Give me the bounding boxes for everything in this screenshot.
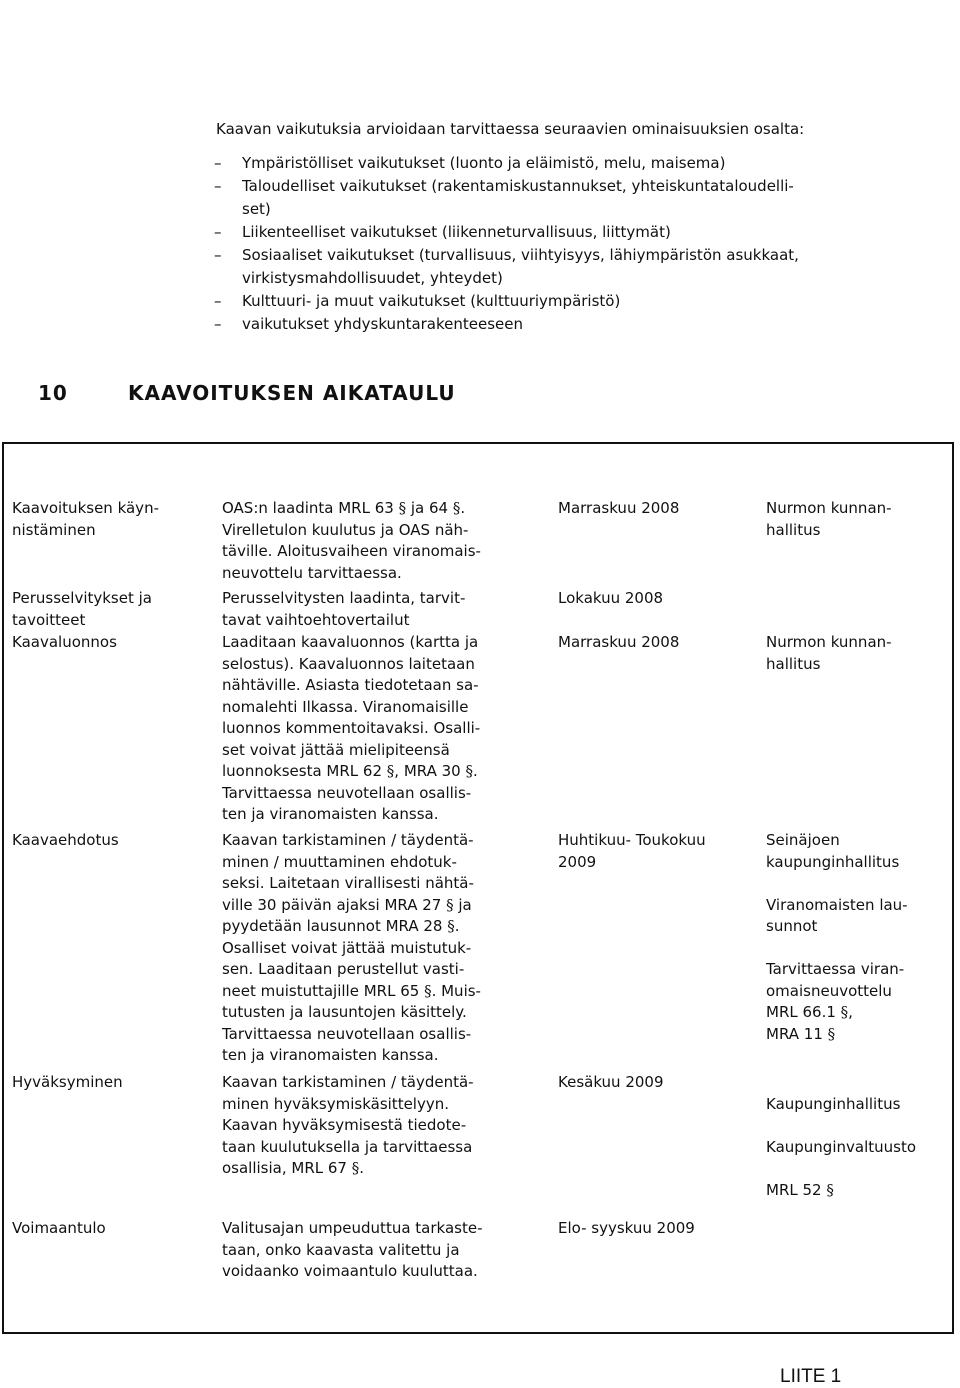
impact-list-line: vaikutukset yhdyskuntarakenteeseen bbox=[242, 315, 524, 333]
table-cell-line: Huhtikuu- Toukokuu bbox=[558, 831, 706, 849]
table-cell-action bbox=[222, 588, 540, 631]
header-timing: Ajankohta bbox=[558, 454, 636, 472]
table-cell-line bbox=[766, 1072, 946, 1094]
table-cell-line: Kaavoituksen käyn- bbox=[12, 499, 159, 517]
table-cell-timing bbox=[558, 632, 758, 654]
section-number: 10 bbox=[38, 381, 68, 405]
table-cell-line: sunnot bbox=[766, 917, 818, 935]
table-cell-phase bbox=[12, 830, 208, 852]
table-cell-line: tutusten ja lausuntojen käsittely. bbox=[222, 1003, 467, 1021]
page-header bbox=[0, 0, 960, 78]
table-cell-line: ville 30 päivän ajaksi MRA 27 § ja bbox=[222, 895, 472, 914]
table-cell-line: OAS:n laadinta MRL 63 § ja 64 §. bbox=[222, 499, 466, 517]
table-cell-action bbox=[222, 498, 540, 584]
header-authority-line: päätös bbox=[766, 476, 819, 494]
table-cell-action bbox=[222, 1218, 540, 1283]
impact-list-line: Taloudelliset vaikutukset (rakentamiskustannukset, yhteiskuntataloudelli- bbox=[242, 177, 794, 195]
table-cell-line: Kaavaluonnos bbox=[12, 633, 117, 651]
table-cell-line: set voivat jättää mielipiteensä bbox=[222, 740, 450, 759]
table-cell-line: minen hyväksymiskäsittelyyn. bbox=[222, 1094, 449, 1113]
header-action-line: listuminen bbox=[222, 476, 304, 494]
table-cell-line: selostus). Kaavaluonnos laitetaan bbox=[222, 654, 475, 673]
header-action-line: Suoritus, tiedottaminen, osal- bbox=[222, 454, 452, 472]
table-cell-line: MRA 11 § bbox=[766, 1024, 836, 1043]
table-cell-phase bbox=[12, 1072, 208, 1094]
table-cell-line: 2009 bbox=[558, 852, 597, 871]
table-cell-authority bbox=[766, 830, 946, 1045]
header-phase: Työvaihe bbox=[62, 454, 131, 472]
header-authority-line: Viranomaisen bbox=[766, 454, 873, 472]
table-cell-line: Viranomaisten lau- bbox=[766, 895, 908, 914]
impact-list-line: Liikenteelliset vaikutukset (liikenneturvallisuus, liittymät) bbox=[242, 223, 671, 241]
table-cell-line: nomalehti Ilkassa. Viranomaisille bbox=[222, 697, 469, 716]
table-cell-line: Marraskuu 2008 bbox=[558, 499, 680, 517]
impact-list-line: set) bbox=[242, 200, 271, 218]
attachment-label: LIITE 1 bbox=[780, 1366, 842, 1387]
table-cell-timing bbox=[558, 588, 758, 610]
dash-bullet-icon: – bbox=[214, 154, 222, 172]
table-cell-line bbox=[766, 1115, 946, 1137]
table-cell-line: seksi. Laitetaan virallisesti nähtä- bbox=[222, 874, 474, 892]
table-cell-line: nähtäville. Asiasta tiedotetaan sa- bbox=[222, 676, 479, 694]
table-cell-line: Valitusajan umpeuduttua tarkaste- bbox=[222, 1219, 483, 1237]
header-company: FCG Planeko Oy bbox=[2, 0, 116, 17]
table-cell-line: Perusselvitykset ja bbox=[12, 589, 152, 607]
table-cell-line: Seinäjoen bbox=[766, 831, 840, 849]
table-cell-timing bbox=[558, 1218, 758, 1240]
table-cell-line: tavat vaihtoehtovertailut bbox=[222, 610, 410, 629]
table-cell-line: MRL 52 § bbox=[766, 1180, 834, 1199]
table-cell-phase bbox=[12, 498, 208, 541]
table-cell-action bbox=[222, 830, 540, 1067]
table-cell-line: minen / muuttaminen ehdotuk- bbox=[222, 852, 457, 871]
dash-bullet-icon: – bbox=[214, 315, 222, 333]
table-cell-line: luonnoksesta MRL 62 §, MRA 30 §. bbox=[222, 762, 478, 780]
table-cell-authority bbox=[766, 632, 946, 675]
table-cell-phase bbox=[12, 1218, 208, 1240]
table-cell-line: Tarvittaessa neuvotellaan osallis- bbox=[222, 783, 472, 802]
table-cell-line: omaisneuvottelu bbox=[766, 981, 892, 1000]
table-cell-line bbox=[766, 938, 946, 960]
table-cell-line: Kaupunginvaltuusto bbox=[766, 1137, 917, 1156]
header-city: Seinäjoen kaupunki bbox=[420, 20, 551, 37]
impact-list-item bbox=[214, 313, 934, 336]
header-doc-title: Osallistumis- ja arviointisuunnitelma bbox=[420, 0, 659, 17]
impact-list-line: Kulttuuri- ja muut vaikutukset (kulttuuriympäristö) bbox=[242, 292, 621, 310]
section-heading bbox=[38, 381, 456, 405]
table-cell-line: tavoitteet bbox=[12, 610, 86, 629]
table-cell-line: neet muistuttajille MRL 65 §. Muis- bbox=[222, 981, 481, 1000]
dash-bullet-icon: – bbox=[214, 223, 222, 241]
table-cell-line: ten ja viranomaisten kanssa. bbox=[222, 805, 439, 823]
table-cell-line: Osalliset voivat jättää muistutuk- bbox=[222, 938, 472, 957]
impact-list-item bbox=[214, 221, 934, 244]
section-title: KAAVOITUKSEN AIKATAULU bbox=[128, 381, 456, 405]
impact-list-item bbox=[214, 175, 934, 221]
table-cell-line: luonnos kommentoitavaksi. Osalli- bbox=[222, 719, 481, 737]
table-cell-line: pyydetään lausunnot MRA 28 §. bbox=[222, 917, 460, 935]
table-cell-timing bbox=[558, 830, 758, 873]
header-plan-id: 0531-D1560 bbox=[420, 58, 503, 75]
intro-text: Kaavan vaikutuksia arvioidaan tarvittaessa seuraavien ominaisuuksien osalta: bbox=[216, 120, 805, 138]
impact-list-item bbox=[214, 152, 934, 175]
dash-bullet-icon: – bbox=[214, 292, 222, 310]
table-cell-action bbox=[222, 1072, 540, 1180]
table-cell-line: voidaanko voimaantulo kuuluttaa. bbox=[222, 1262, 478, 1280]
table-cell-line: osallisia, MRL 67 §. bbox=[222, 1159, 365, 1177]
table-cell-authority bbox=[766, 1072, 946, 1201]
table-cell-line: Laaditaan kaavaluonnos (kartta ja bbox=[222, 633, 479, 651]
table-cell-line: Lokakuu 2008 bbox=[558, 589, 664, 607]
impact-list bbox=[214, 152, 934, 336]
table-cell-timing bbox=[558, 1072, 758, 1094]
header-date: 24.4.2009 bbox=[2, 40, 69, 57]
impact-list-line: Sosiaaliset vaikutukset (turvallisuus, viihtyisyys, lähiympäristön asukkaat, bbox=[242, 246, 799, 264]
table-cell-line: Kaavan tarkistaminen / täydentä- bbox=[222, 1073, 474, 1091]
impact-list-item bbox=[214, 244, 934, 290]
table-cell-line: Tarvittaessa viran- bbox=[766, 960, 905, 978]
table-cell-line: Kaavaehdotus bbox=[12, 831, 119, 849]
table-cell-line: Nurmon kunnan- bbox=[766, 499, 892, 517]
table-cell-line: Tarvittaessa neuvotellaan osallis- bbox=[222, 1024, 472, 1043]
impact-list-line: virkistysmahdollisuudet, yhteydet) bbox=[242, 269, 503, 287]
table-cell-line bbox=[766, 1158, 946, 1180]
table-cell-line: Nurmon kunnan- bbox=[766, 633, 892, 651]
table-cell-line: Kaavan hyväksymisestä tiedote- bbox=[222, 1116, 467, 1134]
table-cell-line: taan kuulutuksella ja tarvittaessa bbox=[222, 1137, 473, 1156]
table-cell-line: Virelletulon kuulutus ja OAS näh- bbox=[222, 520, 469, 539]
table-cell-timing bbox=[558, 498, 758, 520]
header-plan-type: Asemakaavan muutos bbox=[420, 40, 569, 57]
table-cell-line: Kaupunginhallitus bbox=[766, 1094, 901, 1113]
table-cell-line: Voimaantulo bbox=[12, 1219, 106, 1237]
table-cell-authority bbox=[766, 498, 946, 541]
table-cell-phase bbox=[12, 632, 208, 654]
table-cell-line: MRL 66.1 §, bbox=[766, 1003, 853, 1021]
table-cell-line: täville. Aloitusvaiheen viranomais- bbox=[222, 542, 481, 560]
table-cell-phase bbox=[12, 588, 208, 631]
table-cell-action bbox=[222, 632, 540, 826]
table-cell-line: Kesäkuu 2009 bbox=[558, 1073, 664, 1091]
table-cell-line: taan, onko kaavasta valitettu ja bbox=[222, 1240, 460, 1259]
impact-list-item bbox=[214, 290, 934, 313]
table-cell-line: Hyväksyminen bbox=[12, 1073, 123, 1091]
table-cell-line: kaupunginhallitus bbox=[766, 852, 900, 871]
header-page-number: 9 ( 10 ) bbox=[848, 0, 896, 17]
table-cell-line: hallitus bbox=[766, 654, 821, 673]
schedule-table bbox=[2, 442, 954, 1334]
header-authority bbox=[766, 452, 872, 496]
table-cell-line: hallitus bbox=[766, 520, 821, 539]
table-cell-line: Elo- syyskuu 2009 bbox=[558, 1219, 695, 1237]
header-author: Susanna Paananen bbox=[2, 58, 134, 75]
header-action bbox=[222, 452, 542, 496]
table-cell-line: Perusselvitysten laadinta, tarvit- bbox=[222, 589, 466, 607]
dash-bullet-icon: – bbox=[214, 246, 222, 264]
table-cell-line: nistäminen bbox=[12, 520, 96, 539]
table-cell-line: ten ja viranomaisten kanssa. bbox=[222, 1046, 439, 1064]
table-cell-line: Kaavan tarkistaminen / täydentä- bbox=[222, 831, 474, 849]
table-cell-line bbox=[766, 873, 946, 895]
table-cell-line: sen. Laaditaan perustellut vasti- bbox=[222, 960, 465, 978]
table-cell-line: Marraskuu 2008 bbox=[558, 633, 680, 651]
dash-bullet-icon: – bbox=[214, 177, 222, 195]
table-cell-line: neuvottelu tarvittaessa. bbox=[222, 563, 402, 582]
impact-list-line: Ympäristölliset vaikutukset (luonto ja eläimistö, melu, maisema) bbox=[242, 154, 726, 172]
